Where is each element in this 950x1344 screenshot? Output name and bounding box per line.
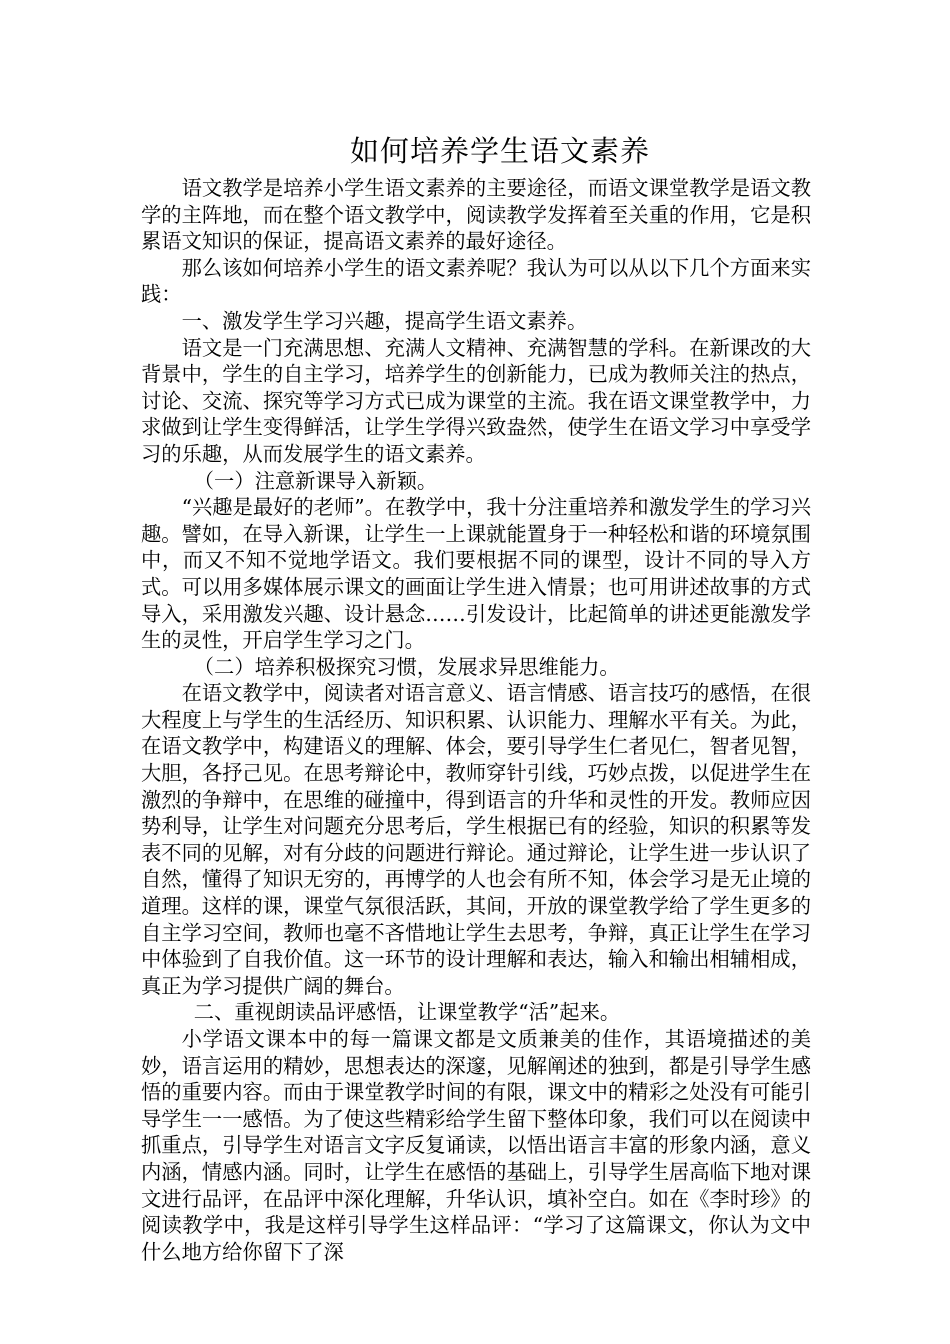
body-paragraph: 语文教学是培养小学生语文素养的主要途径，而语文课堂教学是语文教学的主阵地，而在整个语文教学中，阅读教学发挥着至关重的作用，它是积累语文知识的保证，提高语文素养的最好途径。: [141, 176, 811, 254]
subsection-heading: 二、重视朗读品评感悟，让课堂教学“活”起来。: [193, 1000, 621, 1025]
subsection-heading: （一）注意新课导入新颖。: [193, 468, 438, 493]
body-paragraph: “兴趣是最好的老师”。在教学中，我十分注重培养和激发学生的学习兴趣。譬如，在导入新课，让学生一上课就能置身于一种轻松和谐的环境氛围中，而又不知不觉地学语文。我们要根据不同的课型，设计不同的导入方式。可以用多媒体展示课文的画面让学生进入情景；也可用讲述故事的方式导入，采用激发兴趣、设计悬念……引发设计，比起简单的讲述更能激发学生的灵性，开启学生学习之门。: [141, 495, 811, 653]
document-body: [141, 175, 811, 1265]
body-paragraph: 小学语文课本中的每一篇课文都是文质兼美的佳作，其语境描述的美妙，语言运用的精妙，思想表达的深邃，见解阐述的独到，都是引导学生感悟的重要内容。而由于课堂教学时间的有限，课文中的精彩之处没有可能引导学生一一感悟。为了使这些精彩给学生留下整体印象，我们可以在阅读中抓重点，引导学生对语言文字反复诵读，以悟出语言丰富的形象内涵，意义内涵，情感内涵。同时，让学生在感悟的基础上，引导学生居高临下地对课文进行品评，在品评中深化理解，升华认识，填补空白。如在《李时珍》的阅读教学中，我是这样引导学生这样品评：“学习了这篇课文，你认为文中什么地方给你留下了深: [141, 1027, 811, 1264]
body-paragraph: 语文是一门充满思想、充满人文精神、充满智慧的学科。在新课改的大背景中，学生的自主学习，培养学生的创新能力，已成为教师关注的热点，讨论、交流、探究等学习方式已成为课堂的主流。我在语文课堂教学中，力求做到让学生变得鲜活，让学生学得兴致盎然，使学生在语文学习中享受学习的乐趣，从而发展学生的语文素养。: [141, 335, 811, 466]
body-paragraph: 在语文教学中，阅读者对语言意义、语言情感、语言技巧的感悟，在很大程度上与学生的生活经历、知识积累、认识能力、理解水平有关。为此，在语文教学中，构建语义的理解、体会，要引导学生仁者见仁，智者见智，大胆，各抒己见。在思考辩论中，教师穿针引线，巧妙点拨，以促进学生在激烈的争辩中，在思维的碰撞中，得到语言的升华和灵性的开发。教师应因势利导，让学生对问题充分思考后，学生根据已有的经验，知识的积累等发表不同的见解，对有分歧的问题进行辩论。通过辩论，让学生进一步认识了自然，懂得了知识无穷的，再博学的人也会有所不知，体会学习是无止境的道理。这样的课，课堂气氛很活跃，其间，开放的课堂教学给了学生更多的自主学习空间，教师也毫不吝惜地让学生去思考，争辩，真正让学生在学习中体验到了自我价值。这一环节的设计理解和表达，输入和输出相辅相成，真正为学习提供广阔的舞台。: [141, 681, 811, 998]
body-paragraph: 那么该如何培养小学生的语文素养呢？我认为可以从以下几个方面来实践：: [141, 255, 811, 307]
subsection-heading: （二）培养积极探究习惯，发展求异思维能力。: [193, 654, 620, 679]
section-heading: 一、激发学生学习兴趣，提高学生语文素养。: [181, 308, 588, 333]
document-title: 如何培养学生语文素养: [349, 134, 650, 168]
